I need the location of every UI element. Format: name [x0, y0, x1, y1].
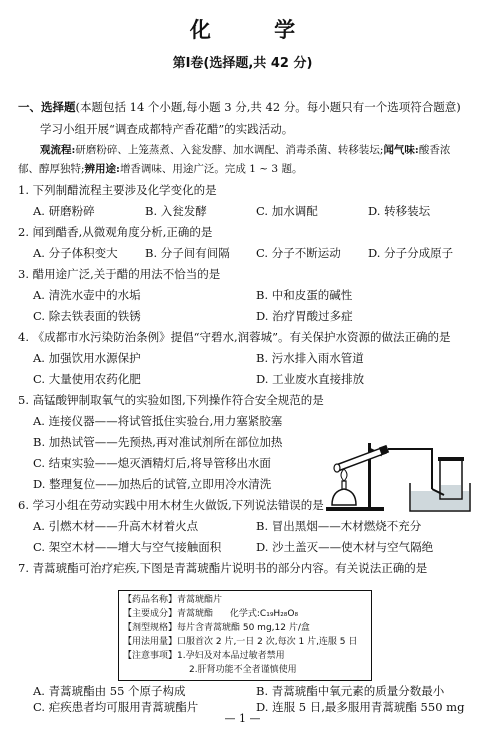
flame: [341, 469, 347, 481]
option-a[interactable]: A. 连接仪器——将试管抵住实验台,用力塞紧胶塞: [33, 414, 283, 428]
test-tube: [336, 447, 386, 471]
option-d[interactable]: D. 治疗胃酸过多症: [256, 309, 353, 323]
option-b[interactable]: B. 中和皮蛋的碱性: [256, 288, 353, 302]
option-a[interactable]: A. 研磨粉碎: [33, 204, 95, 218]
question-6-stem: 6. 学习小组在劳动实践中用木材生火做饭,下列说法错误的是: [18, 498, 324, 512]
question-4-stem: 4. 《成都市水污染防治条例》提倡“守碧水,润蓉城”。有关保护水资源的做法正确的是: [18, 330, 451, 344]
option-c[interactable]: C. 架空木材——增大与空气接触面积: [33, 540, 222, 554]
option-d[interactable]: D. 连服 5 日,最多服用青蒿琥酯 550 mg: [256, 700, 465, 714]
leaflet-usage: 【用法用量】口服首次 2 片,一日 2 次,每次 1 片,连服 5 日: [123, 637, 358, 647]
question-5-stem: 5. 高锰酸钾制取氧气的实验如图,下列操作符合安全规范的是: [18, 393, 324, 407]
section-instruction-text: (本题包括 14 个小题,每小题 3 分,共 42 分。每小题只有一个选项符合题意): [75, 100, 461, 114]
option-a[interactable]: A. 青蒿琥酯由 55 个原子构成: [33, 684, 186, 698]
context-line-2: [40, 143, 450, 157]
option-b[interactable]: B. 分子间有间隔: [145, 246, 230, 260]
section-heading: 一、选择题: [18, 100, 76, 114]
leaflet-name: 【药品名称】青蒿琥酯片: [123, 595, 223, 605]
leaflet-note-2: 2.肝肾功能不全者谨慎使用: [189, 665, 297, 675]
option-c[interactable]: C. 加水调配: [256, 204, 318, 218]
leaflet-ingredient-row: [123, 608, 298, 620]
page-title: 化 学: [189, 18, 324, 42]
option-d[interactable]: D. 整理复位——加热后的试管,立即用冷水清洗: [33, 477, 272, 491]
option-d[interactable]: D. 工业废水直接排放: [256, 372, 365, 386]
option-d[interactable]: D. 沙土盖灭——使木材与空气隔绝: [256, 540, 434, 554]
alcohol-lamp: [332, 489, 356, 505]
leaflet-formula: 化学式:C₁₉H₂₈O₈: [229, 609, 299, 619]
leaflet-spec: 【剂型规格】每片含青蒿琥酯 50 mg,12 片/盒: [123, 623, 310, 633]
leaflet-note-1: 【注意事项】1.孕妇及对本品过敏者禁用: [123, 651, 285, 661]
option-b[interactable]: B. 污水排入雨水管道: [256, 351, 364, 365]
option-a[interactable]: A. 分子体积变大: [33, 246, 118, 260]
option-a[interactable]: A. 加强饮用水源保护: [33, 351, 141, 365]
question-7-stem: 7. 青蒿琥酯可治疗疟疾,下图是青蒿琥酯片说明书的部分内容。有关说法正确的是: [18, 561, 428, 575]
option-c[interactable]: C. 大量使用农药化肥: [33, 372, 141, 386]
context-label-smell: 闻气味:: [383, 144, 419, 156]
page-number: — 1 —: [224, 712, 261, 725]
question-1-stem: 1. 下列制醋流程主要涉及化学变化的是: [18, 183, 217, 197]
section-subtitle: 第Ⅰ卷(选择题,共 42 分): [172, 56, 313, 71]
context-label-use: 辨用途:: [84, 163, 120, 175]
option-c[interactable]: C. 除去铁表面的铁锈: [33, 309, 141, 323]
section-instruction: [18, 100, 461, 114]
context-line-3: [18, 162, 302, 176]
option-d[interactable]: D. 转移装坛: [368, 204, 431, 218]
option-a[interactable]: A. 清洗水壶中的水垢: [33, 288, 141, 302]
leaflet-ingredient: 【主要成分】青蒿琥酯: [123, 609, 214, 619]
context-process-text: 研磨粉碎、上笼蒸煮、入瓮发酵、加水调配、消毒杀菌、转移装坛;: [75, 144, 384, 156]
context-line-1: 学习小组开展“调查成都特产香花醋”的实践活动。: [40, 122, 294, 136]
option-a[interactable]: A. 引燃木材——升高木材着火点: [33, 519, 199, 533]
option-b[interactable]: B. 青蒿琥酯中氧元素的质量分数最小: [256, 684, 445, 698]
question-2-stem: 2. 闻到醋香,从微观角度分析,正确的是: [18, 225, 213, 239]
drug-leaflet-box: [118, 590, 372, 681]
option-b[interactable]: B. 冒出黑烟——木材燃烧不充分: [256, 519, 422, 533]
option-d[interactable]: D. 分子分成原子: [368, 246, 454, 260]
context-label-process: 观流程:: [40, 144, 76, 156]
context-smell-text: 酸香浓: [418, 144, 451, 156]
oxygen-apparatus-figure: [322, 425, 472, 515]
context-use-text: 增香调味、用途广泛。完成 1 ~ 3 题。: [119, 163, 303, 175]
option-c[interactable]: C. 结束实验——熄灭酒精灯后,将导管移出水面: [33, 456, 271, 470]
question-3-stem: 3. 醋用途广泛,关于醋的用法不恰当的是: [18, 267, 221, 281]
option-c[interactable]: C. 分子不断运动: [256, 246, 341, 260]
option-b[interactable]: B. 入瓮发酵: [145, 204, 207, 218]
option-c[interactable]: C. 疟疾患者均可服用青蒿琥酯片: [33, 700, 199, 714]
stand-base: [326, 507, 384, 511]
context-smell-cont: 郁、醇厚独特;: [18, 163, 85, 175]
option-b[interactable]: B. 加热试管——先预热,再对准试剂所在部位加热: [33, 435, 283, 449]
